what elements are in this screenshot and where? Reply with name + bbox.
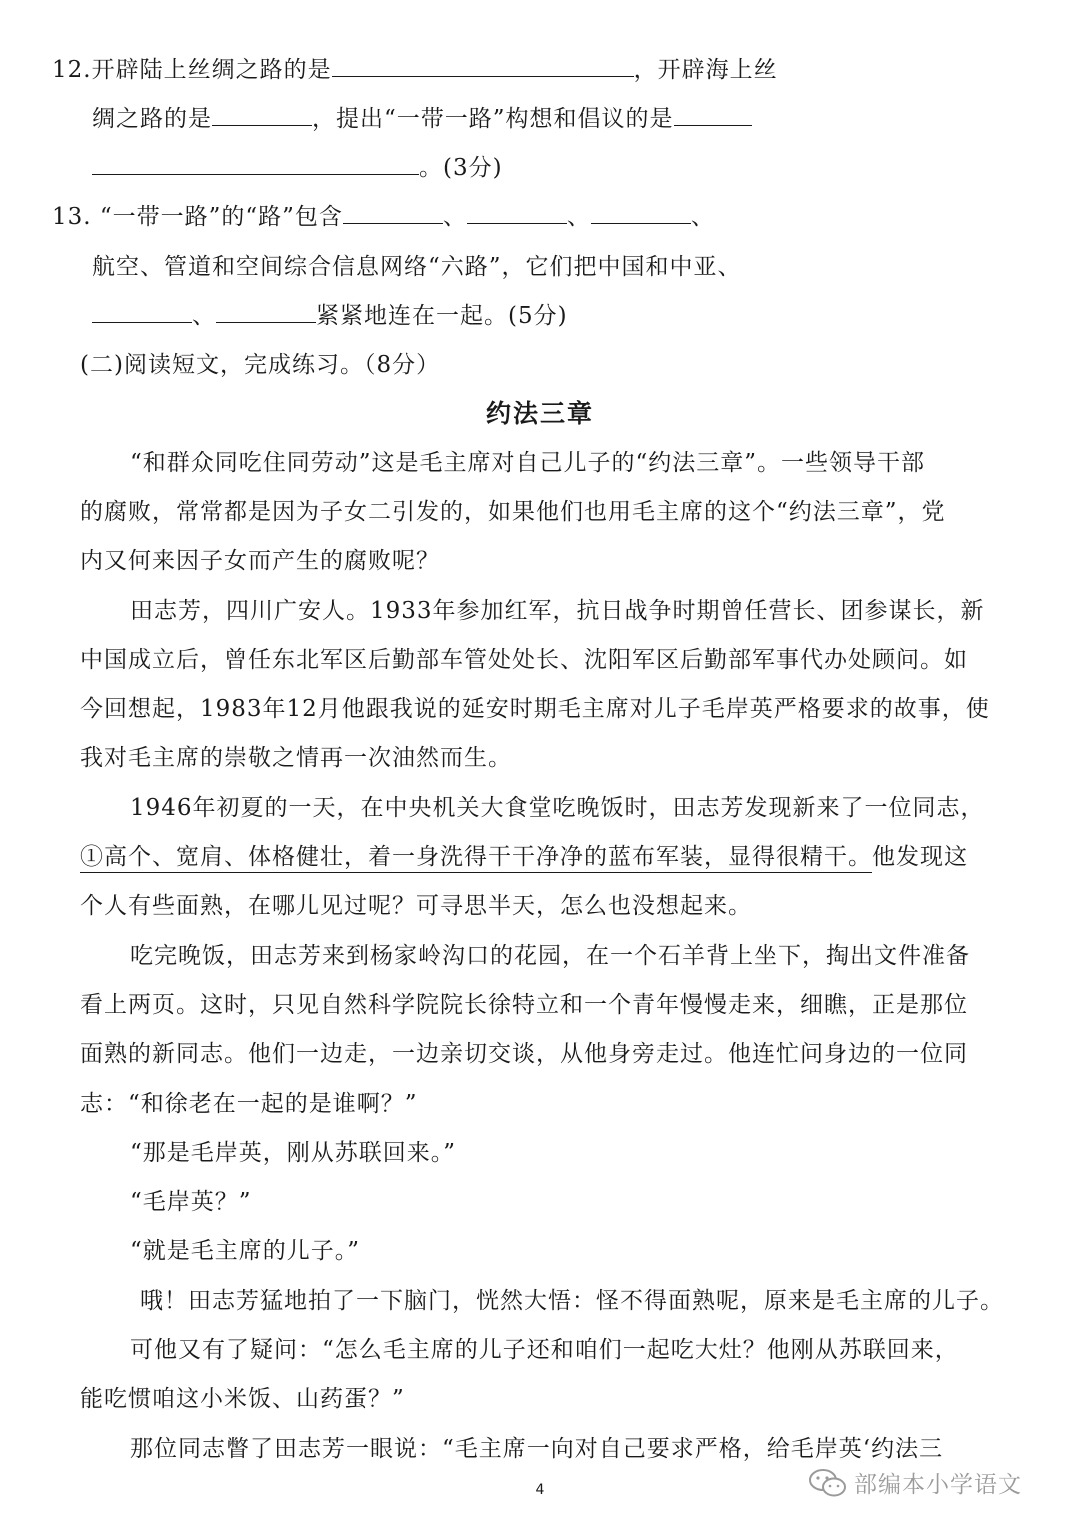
q13-line-2: 航空、管道和空间综合信息网络“六路”，它们把中国和中亚、	[92, 254, 742, 280]
q13-blank-4[interactable]	[92, 298, 192, 323]
article-line: 志：“和徐老在一起的是谁啊？”	[80, 1091, 418, 1117]
article-line-underlined: ①高个、宽肩、体格健壮，着一身洗得干干净净的蓝布军装，显得很精干。他发现这	[80, 840, 968, 874]
q13-blank-1[interactable]	[343, 199, 443, 224]
q13-blank-5[interactable]	[216, 298, 316, 323]
article-line: “就是毛主席的儿子。”	[130, 1238, 361, 1264]
q13-blank-3[interactable]	[591, 199, 691, 224]
article-line: 面熟的新同志。他们一边走，一边亲切交谈，从他身旁走过。他连忙问身边的一位同	[80, 1041, 968, 1067]
article-line: 可他又有了疑问：“怎么毛主席的儿子还和咱们一起吃大灶？他刚从苏联回来，	[130, 1337, 959, 1363]
q12-blank-3-cont[interactable]	[92, 150, 419, 175]
article-line: 田志芳，四川广安人。1933年参加红军，抗日战争时期曾任营长、团参谋长，新	[130, 598, 985, 624]
article-line: “毛岸英？”	[130, 1189, 252, 1215]
q12-blank-1[interactable]	[332, 52, 634, 77]
q13-blank-2[interactable]	[467, 199, 567, 224]
article-line: 个人有些面熟，在哪儿见过呢？可寻思半天，怎么也没想起来。	[80, 893, 752, 919]
page-number: 4	[535, 1482, 545, 1498]
article-line: “那是毛岸英，刚从苏联回来。”	[130, 1140, 457, 1166]
article-line: 哦！田志芳猛地拍了一下脑门，恍然大悟：怪不得面熟呢，原来是毛主席的儿子。	[140, 1288, 1004, 1314]
article-title: 约法三章	[485, 399, 594, 428]
article-line: 的腐败，常常都是因为子女二引发的，如果他们也用毛主席的这个“约法三章”，党	[80, 499, 946, 525]
article-line: 中国成立后，曾任东北军区后勤部车管处处长、沈阳军区后勤部军事代办处顾问。如	[80, 647, 968, 673]
q12-blank-2[interactable]	[212, 101, 312, 126]
article-line: 我对毛主席的崇敬之情再一次油然而生。	[80, 745, 512, 771]
article-line: 内又何来因子女而产生的腐败呢？	[80, 548, 440, 574]
wechat-icon	[808, 1468, 848, 1498]
article-line: 1946年初夏的一天，在中央机关大食堂吃晚饭时，田志芳发现新来了一位同志，	[130, 795, 985, 821]
underlined-sentence-1: ①高个、宽肩、体格健壮，着一身洗得干干净净的蓝布军装，显得很精干。	[80, 844, 872, 873]
article-line: “和群众同吃住同劳动”这是毛主席对自己儿子的“约法三章”。一些领导干部	[130, 450, 926, 476]
article-line: 吃完晚饭，田志芳来到杨家岭沟口的花园，在一个石羊背上坐下，掏出文件准备	[130, 943, 970, 969]
q13-line-3: 、 紧紧地连在一起。(5分)	[92, 298, 568, 333]
article-line: 能吃惯咱这小米饭、山药蛋？”	[80, 1386, 405, 1412]
q12-line-3: 。(3分)	[92, 150, 503, 185]
q12-line-1: 12.开辟陆上丝绸之路的是 ，开辟海上丝	[52, 52, 778, 87]
article-line: 那位同志瞥了田志芳一眼说：“毛主席一向对自己要求严格，给毛岸英‘约法三	[130, 1436, 944, 1462]
article-line: 看上两页。这时，只见自然科学院院长徐特立和一个青年慢慢走来，细瞧，正是那位	[80, 992, 968, 1018]
q13-line-1: 13. “一带一路”的“路”包含 、 、 、	[52, 199, 715, 234]
q12-line-2: 绸之路的是 ，提出“一带一路”构想和倡议的是	[92, 101, 752, 136]
watermark: 部编本小学语文	[808, 1466, 1022, 1499]
q12-blank-3[interactable]	[674, 101, 752, 126]
article-line: 今回想起，1983年12月他跟我说的延安时期毛主席对儿子毛岸英严格要求的故事，使	[80, 696, 990, 722]
section-2-heading: (二)阅读短文，完成练习。（8分）	[80, 352, 441, 378]
